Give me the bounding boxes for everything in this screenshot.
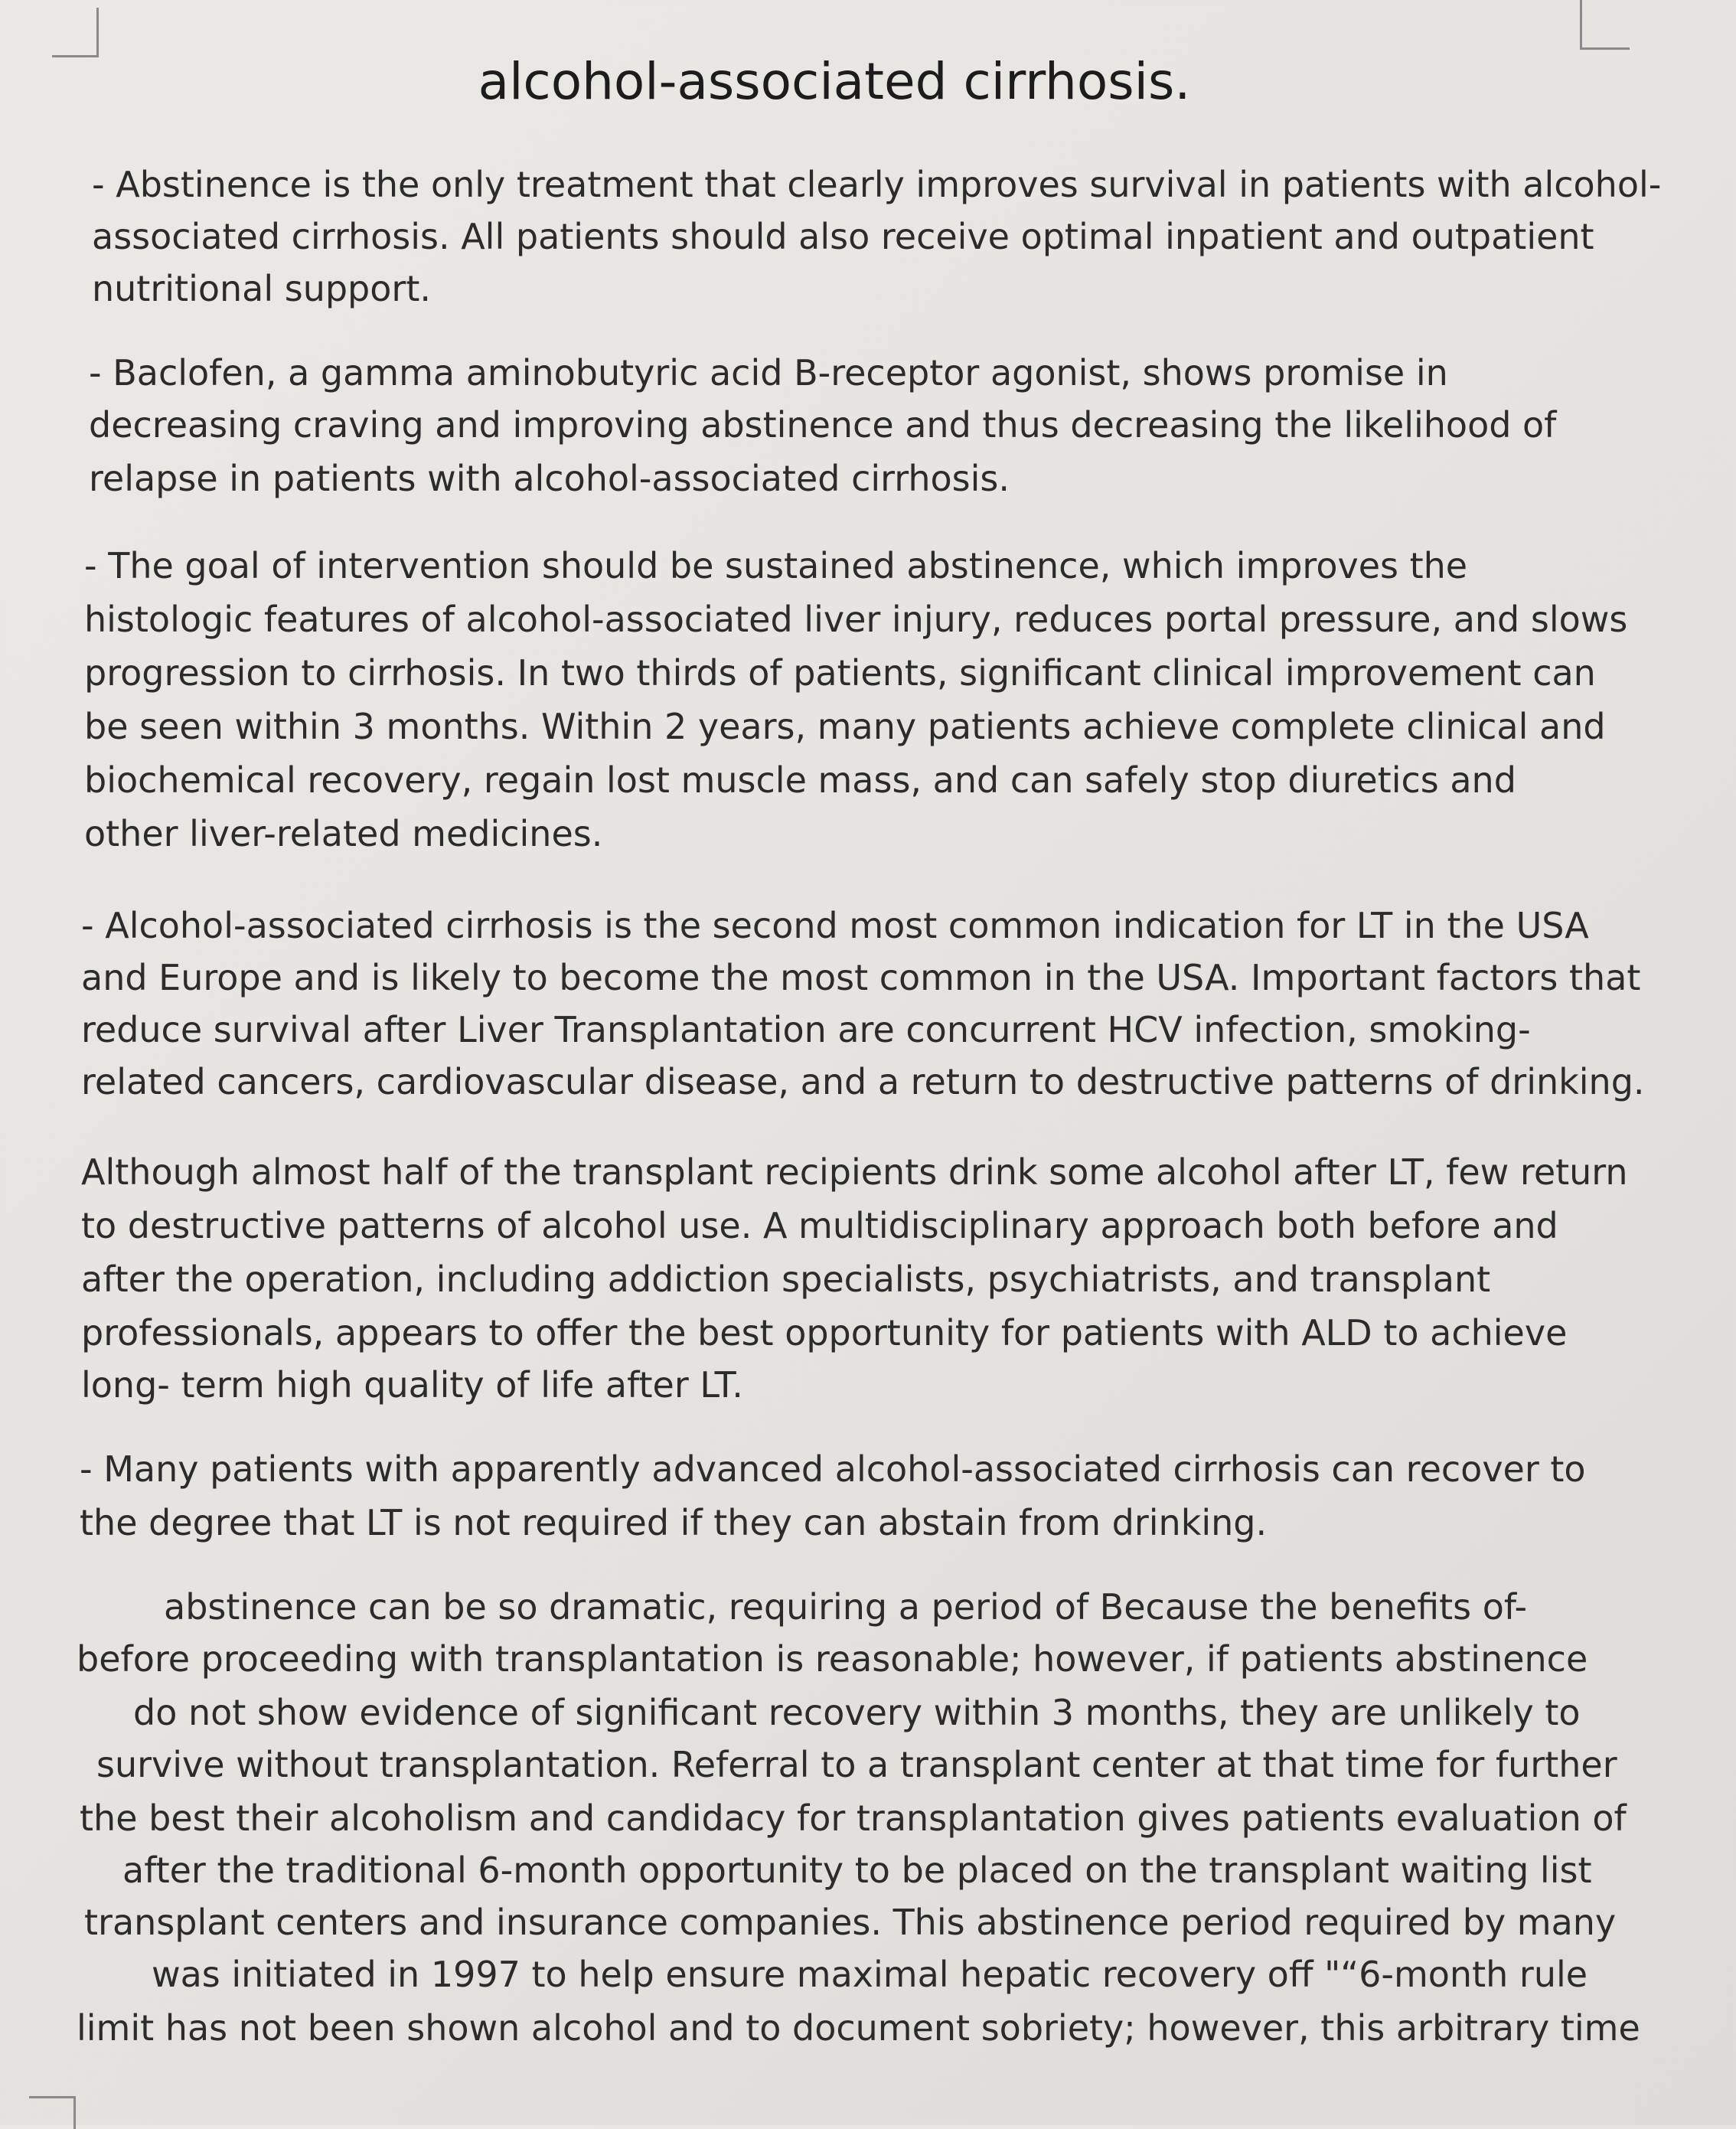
text-line: decreasing craving and improving abstinence and thus decreasing the likelihood of (89, 404, 1557, 446)
text-line: - Baclofen, a gamma aminobutyric acid B-receptor agonist, shows promise in (89, 352, 1448, 393)
text-line: histologic features of alcohol-associated liver injury, reduces portal pressure, and slows (84, 599, 1628, 640)
text-line: relapse in patients with alcohol-associated cirrhosis. (89, 458, 1010, 499)
text-line: was initiated in 1997 to help ensure maximal hepatic recovery off "“6-month rule (152, 1954, 1588, 1995)
crop-mark-top-right (1580, 0, 1630, 50)
text-line: reduce survival after Liver Transplantation are concurrent HCV infection, smoking- (81, 1009, 1531, 1050)
document-title: alcohol-associated cirrhosis. (478, 52, 1191, 111)
text-line: and Europe and is likely to become the most common in the USA. Important factors that (81, 957, 1641, 998)
text-line: other liver-related medicines. (84, 813, 603, 854)
text-line: related cancers, cardiovascular disease, and a return to destructive patterns of drinking. (81, 1061, 1645, 1102)
text-line: be seen within 3 months. Within 2 years, many patients achieve complete clinical and (84, 706, 1606, 747)
text-line: professionals, appears to offer the best opportunity for patients with ALD to achieve (81, 1312, 1568, 1353)
text-line: transplant centers and insurance companies. This abstinence period required by many (84, 1902, 1617, 1943)
text-line: survive without transplantation. Referral to a transplant center at that time for further (96, 1744, 1617, 1785)
text-line: to destructive patterns of alcohol use. A multidisciplinary approach both before and (81, 1205, 1558, 1246)
text-line: Although almost half of the transplant recipients drink some alcohol after LT, few return (81, 1151, 1628, 1193)
text-line: progression to cirrhosis. In two thirds of patients, significant clinical improvement can (84, 652, 1596, 694)
text-line: biochemical recovery, regain lost muscle mass, and can safely stop diuretics and (84, 759, 1516, 801)
text-line: nutritional support. (92, 268, 431, 309)
crop-mark-bottom-left (29, 2096, 76, 2129)
text-line: - Alcohol-associated cirrhosis is the second most common indication for LT in the USA (81, 905, 1589, 946)
text-line: - The goal of intervention should be sustained abstinence, which improves the (84, 545, 1468, 586)
text-line: before proceeding with transplantation is reasonable; however, if patients abstinence (77, 1638, 1588, 1680)
text-line: limit has not been shown alcohol and to document sobriety; however, this arbitrary time (77, 2007, 1640, 2049)
text-line: associated cirrhosis. All patients should also receive optimal inpatient and outpatient (92, 216, 1594, 257)
text-line: the degree that LT is not required if they can abstain from drinking. (80, 1502, 1268, 1543)
text-line: do not show evidence of significant recovery within 3 months, they are unlikely to (133, 1692, 1581, 1733)
text-line: - Many patients with apparently advanced alcohol-associated cirrhosis can recover to (80, 1448, 1586, 1490)
text-line: - Abstinence is the only treatment that clearly improves survival in patients with alcohol- (92, 164, 1662, 205)
text-line: after the traditional 6-month opportunity to be placed on the transplant waiting list (122, 1850, 1592, 1891)
text-line: after the operation, including addiction specialists, psychiatrists, and transplant (81, 1259, 1491, 1300)
text-line: the best their alcoholism and candidacy for transplantation gives patients evaluation of (80, 1798, 1627, 1839)
text-line: abstinence can be so dramatic, requiring a period of Because the benefits of- (164, 1586, 1528, 1628)
text-line: long- term high quality of life after LT. (81, 1364, 743, 1406)
